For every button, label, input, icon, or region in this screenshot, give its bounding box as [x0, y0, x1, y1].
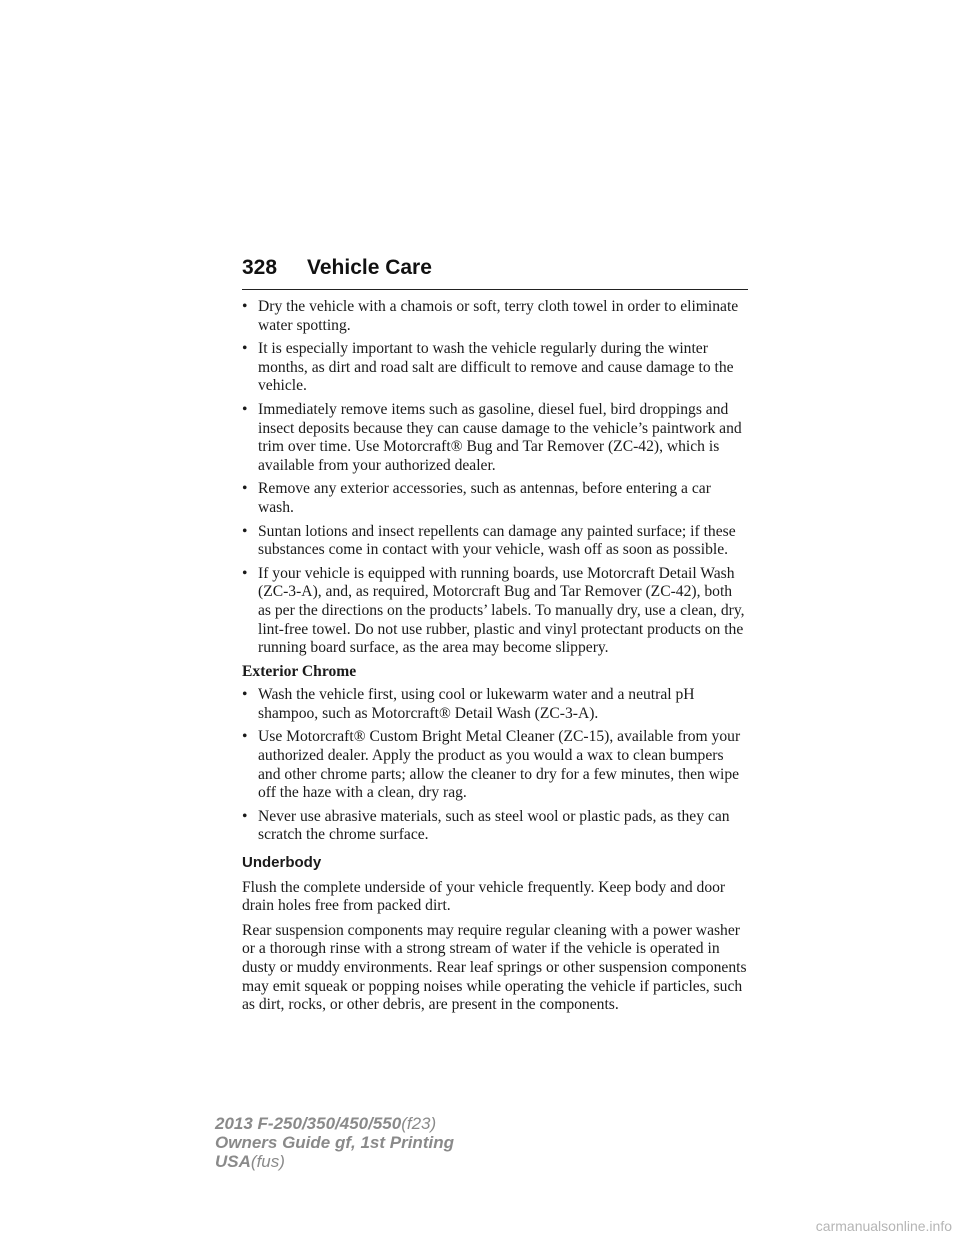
exterior-chrome-heading: Exterior Chrome	[242, 662, 357, 680]
underbody-heading: Underbody	[242, 854, 322, 872]
bullet-icon: •	[242, 522, 248, 540]
bullet-icon: •	[242, 480, 248, 498]
list-item-text: Immediately remove items such as gasoline, diesel fuel, bird droppings and insect deposits because they can cause damage to the vehicle’s paintwork and trim over time. Use Motorcraft® Bug and Tar Remover (ZC-42), which is available from your authorized dealer.	[258, 400, 742, 474]
region-code: (fus)	[250, 1152, 285, 1171]
washing-tips-list	[242, 298, 748, 658]
list-item	[242, 728, 748, 802]
bullet-icon: •	[242, 807, 248, 825]
exterior-chrome-list	[242, 686, 748, 845]
list-item-text: If your vehicle is equipped with running boards, use Motorcraft Detail Wash (ZC-3-A), and, as required, Motorcraft Bug and Tar Remover (ZC-42), both as per the directions on the products’ labels. To manually dry, use a clean, dry, lint-free towel. Do not use rubber, plastic and vinyl protectant products on the running board surface, as the area may become slippery.	[258, 564, 745, 657]
page-number: 328	[242, 256, 278, 279]
list-item	[242, 808, 748, 845]
model-code: (f23)	[401, 1114, 437, 1133]
underbody-paragraph: Flush the complete underside of your vehicle frequently. Keep body and door drain holes free from packed dirt.	[242, 878, 726, 915]
list-item	[242, 298, 748, 335]
guide-text: Owners Guide gf, 1st Printing	[215, 1133, 454, 1152]
underbody-paragraph: Rear suspension components may require regular cleaning with a power washer or a thorough rinse with a strong stream of water if the vehicle is operated in dusty or muddy environments. Rear leaf springs or other suspension components may emit squeak or popping noises while operating the vehicle if particles, such as dirt, rocks, or other debris, are present in the components.	[242, 921, 747, 1014]
footer-line-guide	[215, 1133, 454, 1152]
list-item	[242, 340, 748, 396]
list-item	[242, 565, 748, 658]
model-text: 2013 F-250/350/450/550	[215, 1114, 402, 1133]
footer-line-region	[215, 1152, 454, 1171]
list-item	[242, 686, 748, 723]
bullet-icon: •	[242, 686, 248, 704]
list-item-text: Never use abrasive materials, such as steel wool or plastic pads, as they can scratch the chrome surface.	[258, 807, 730, 844]
page-header	[242, 255, 748, 290]
list-item-text: Dry the vehicle with a chamois or soft, terry cloth towel in order to eliminate water spotting.	[258, 298, 739, 334]
print-info-footer	[215, 1114, 454, 1171]
watermark: carmanualsonline.info	[815, 1218, 952, 1234]
list-item-text: Suntan lotions and insect repellents can damage any painted surface; if these substances come in contact with your vehicle, wash off as soon as possible.	[258, 522, 736, 559]
bullet-icon: •	[242, 728, 248, 746]
region-text: USA	[215, 1152, 251, 1171]
list-item	[242, 401, 748, 475]
bullet-icon: •	[242, 400, 248, 418]
bullet-icon: •	[242, 340, 248, 358]
footer-line-model	[215, 1114, 454, 1133]
list-item-text: Wash the vehicle first, using cool or lukewarm water and a neutral pH shampoo, such as Motorcraft® Detail Wash (ZC-3-A).	[258, 686, 695, 722]
list-item-text: Use Motorcraft® Custom Bright Metal Cleaner (ZC-15), available from your authorized dealer. Apply the product as you would a wax to clean bumpers and other chrome parts; allow the cleaner to dry for a few minutes, then wipe off the haze with a clean, dry rag.	[258, 728, 741, 802]
list-item	[242, 523, 748, 560]
page-content	[242, 298, 748, 1021]
list-item-text: Remove any exterior accessories, such as antennas, before entering a car wash.	[258, 480, 711, 516]
list-item	[242, 480, 748, 517]
list-item-text: It is especially important to wash the vehicle regularly during the winter months, as dirt and road salt are difficult to remove and cause damage to the vehicle.	[258, 340, 734, 395]
bullet-icon: •	[242, 298, 248, 315]
section-title: Vehicle Care	[307, 256, 432, 279]
bullet-icon: •	[242, 564, 248, 582]
